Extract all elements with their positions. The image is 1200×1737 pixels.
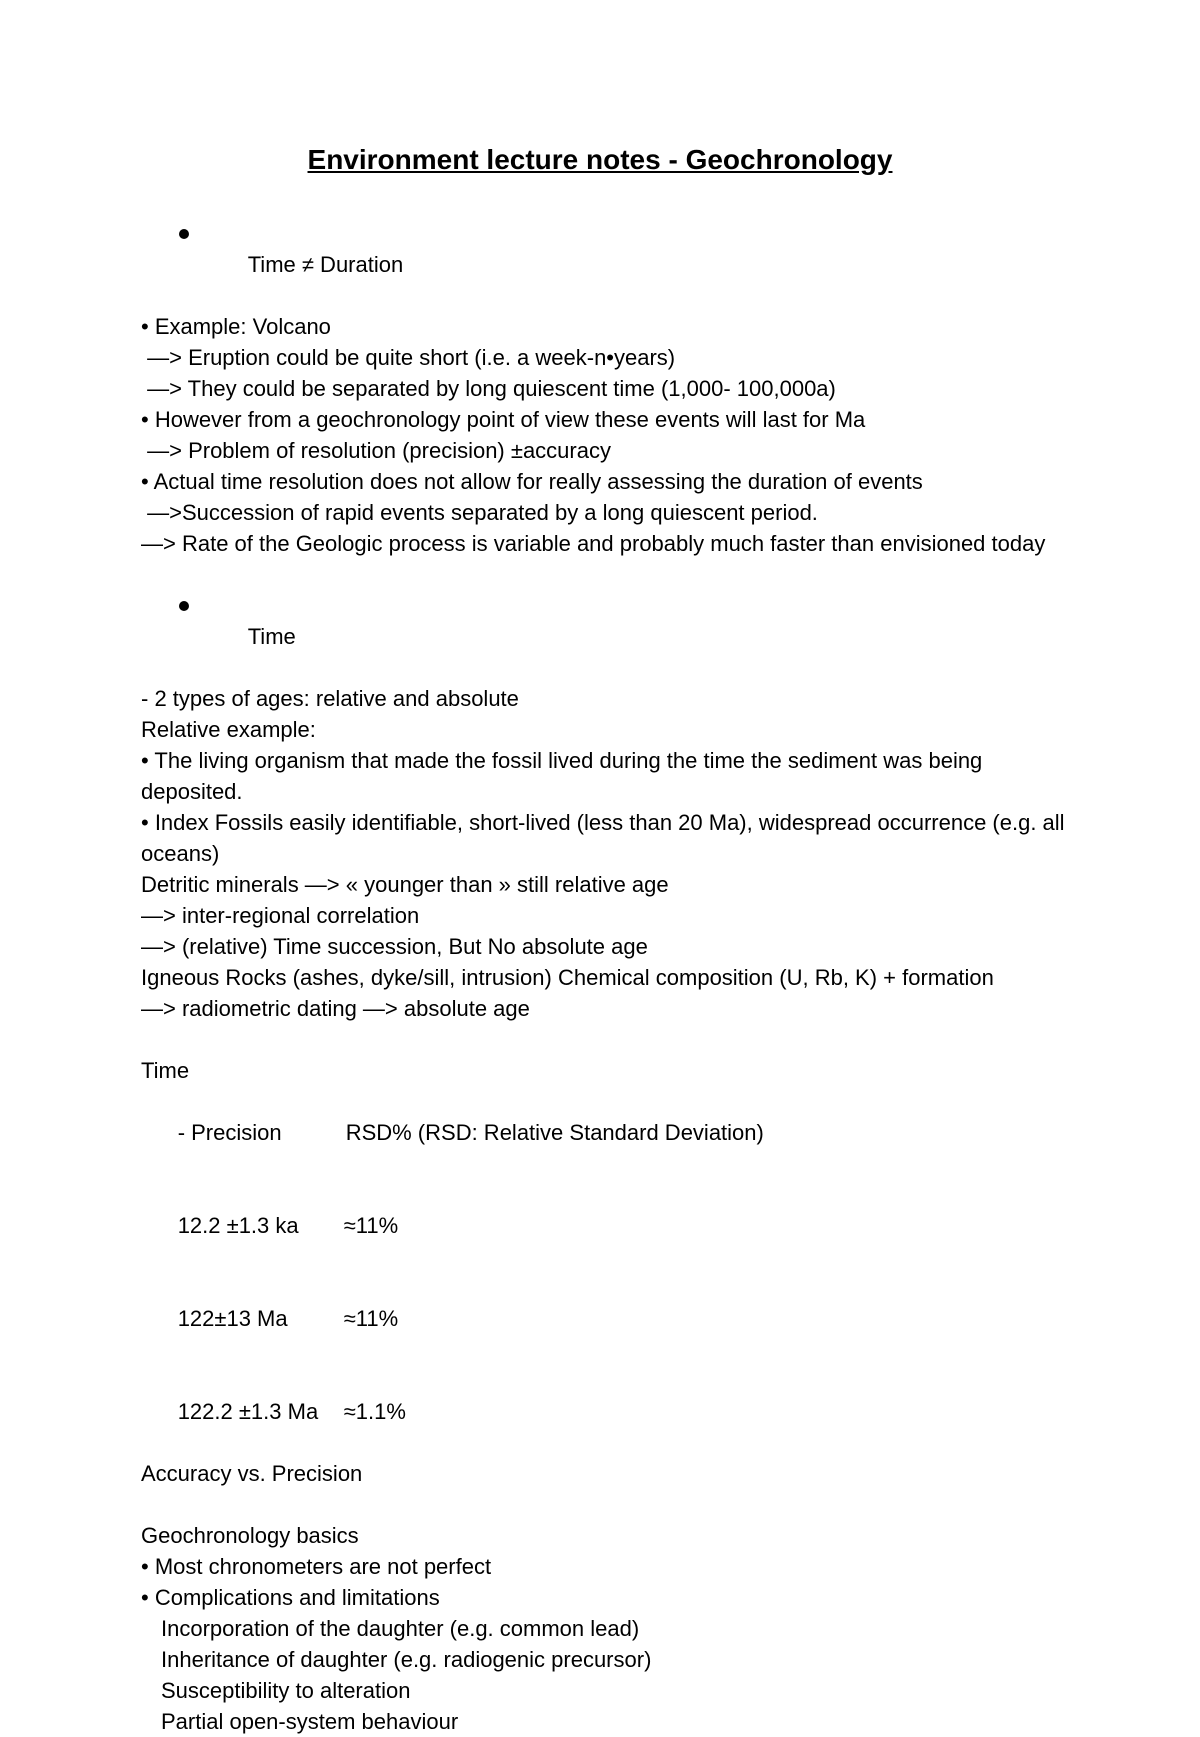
section1-line: • Example: Volcano <box>141 314 331 339</box>
section4-sub-item: Susceptibility to alteration <box>161 1678 411 1703</box>
precision-row <box>141 1272 1071 1365</box>
section2-line: Detritic minerals —> « younger than » still relative age <box>141 872 669 897</box>
section4-line: • Most chronometers are not perfect <box>141 1554 492 1579</box>
section4-sub-item: Inheritance of daughter (e.g. radiogenic precursor) <box>161 1647 652 1672</box>
spacer <box>141 1024 1071 1055</box>
section4-sub-item: Partial open-system behaviour <box>161 1709 459 1734</box>
section2-line: Relative example: <box>141 717 316 742</box>
precision-row <box>141 1365 1071 1458</box>
spacer <box>141 559 1071 590</box>
section2-line: —> (relative) Time succession, But No absolute age <box>141 934 648 959</box>
section2-line: • The living organism that made the fossil lived during the time the sediment was being deposited. <box>141 748 983 804</box>
section1-bullet-text: Time ≠ Duration <box>247 252 404 277</box>
section2-line: —> radiometric dating —> absolute age <box>141 996 530 1021</box>
section2-line: - 2 types of ages: relative and absolute <box>141 686 519 711</box>
precision-header-row <box>141 1086 1071 1179</box>
precision-row-value: 122.2 ±1.3 Ma <box>177 1399 319 1424</box>
precision-row-rsd: ≈1.1% <box>343 1399 406 1424</box>
section2-line: —> inter-regional correlation <box>141 903 420 928</box>
section3-heading: Time <box>141 1058 190 1083</box>
precision-row-value: 122±13 Ma <box>177 1306 288 1331</box>
bullet-dot-icon <box>179 601 189 611</box>
section1-line: —> Rate of the Geologic process is variable and probably much faster than envisioned today <box>141 531 1046 556</box>
section1-bullet <box>141 218 1071 311</box>
document-title: Environment lecture notes - Geochronology <box>307 144 893 175</box>
section4-line: • Complications and limitations <box>141 1585 440 1610</box>
section3-footer: Accuracy vs. Precision <box>141 1461 363 1486</box>
section1-line: —> Eruption could be quite short (i.e. a week-n•years) <box>141 345 676 370</box>
precision-row-value: 12.2 ±1.3 ka <box>177 1213 299 1238</box>
section1-line: —> They could be separated by long quiescent time (1,000- 100,000a) <box>141 376 836 401</box>
section4-heading: Geochronology basics <box>141 1523 359 1548</box>
section4-sub-item: Incorporation of the daughter (e.g. common lead) <box>161 1616 640 1641</box>
precision-row-rsd: ≈11% <box>343 1213 399 1238</box>
section1-line: —> Problem of resolution (precision) ±accuracy <box>141 438 611 463</box>
document-body <box>141 218 1071 1737</box>
bullet-dot-icon <box>179 229 189 239</box>
section2-bullet-text: Time <box>247 624 296 649</box>
section1-line: —>Succession of rapid events separated by a long quiescent period. <box>141 500 818 525</box>
precision-row-rsd: ≈11% <box>343 1306 399 1331</box>
precision-row <box>141 1179 1071 1272</box>
precision-label: - Precision <box>177 1120 282 1145</box>
section1-line: • Actual time resolution does not allow for really assessing the duration of events <box>141 469 923 494</box>
section2-line: Igneous Rocks (ashes, dyke/sill, intrusion) Chemical composition (U, Rb, K) + formation <box>141 965 994 990</box>
section1-line: • However from a geochronology point of view these events will last for Ma <box>141 407 866 432</box>
precision-value: RSD% (RSD: Relative Standard Deviation) <box>345 1120 764 1145</box>
spacer <box>141 1489 1071 1520</box>
section2-bullet <box>141 590 1071 683</box>
section2-line: • Index Fossils easily identifiable, short-lived (less than 20 Ma), widespread occurrence (e.g. all oceans) <box>141 810 1065 866</box>
